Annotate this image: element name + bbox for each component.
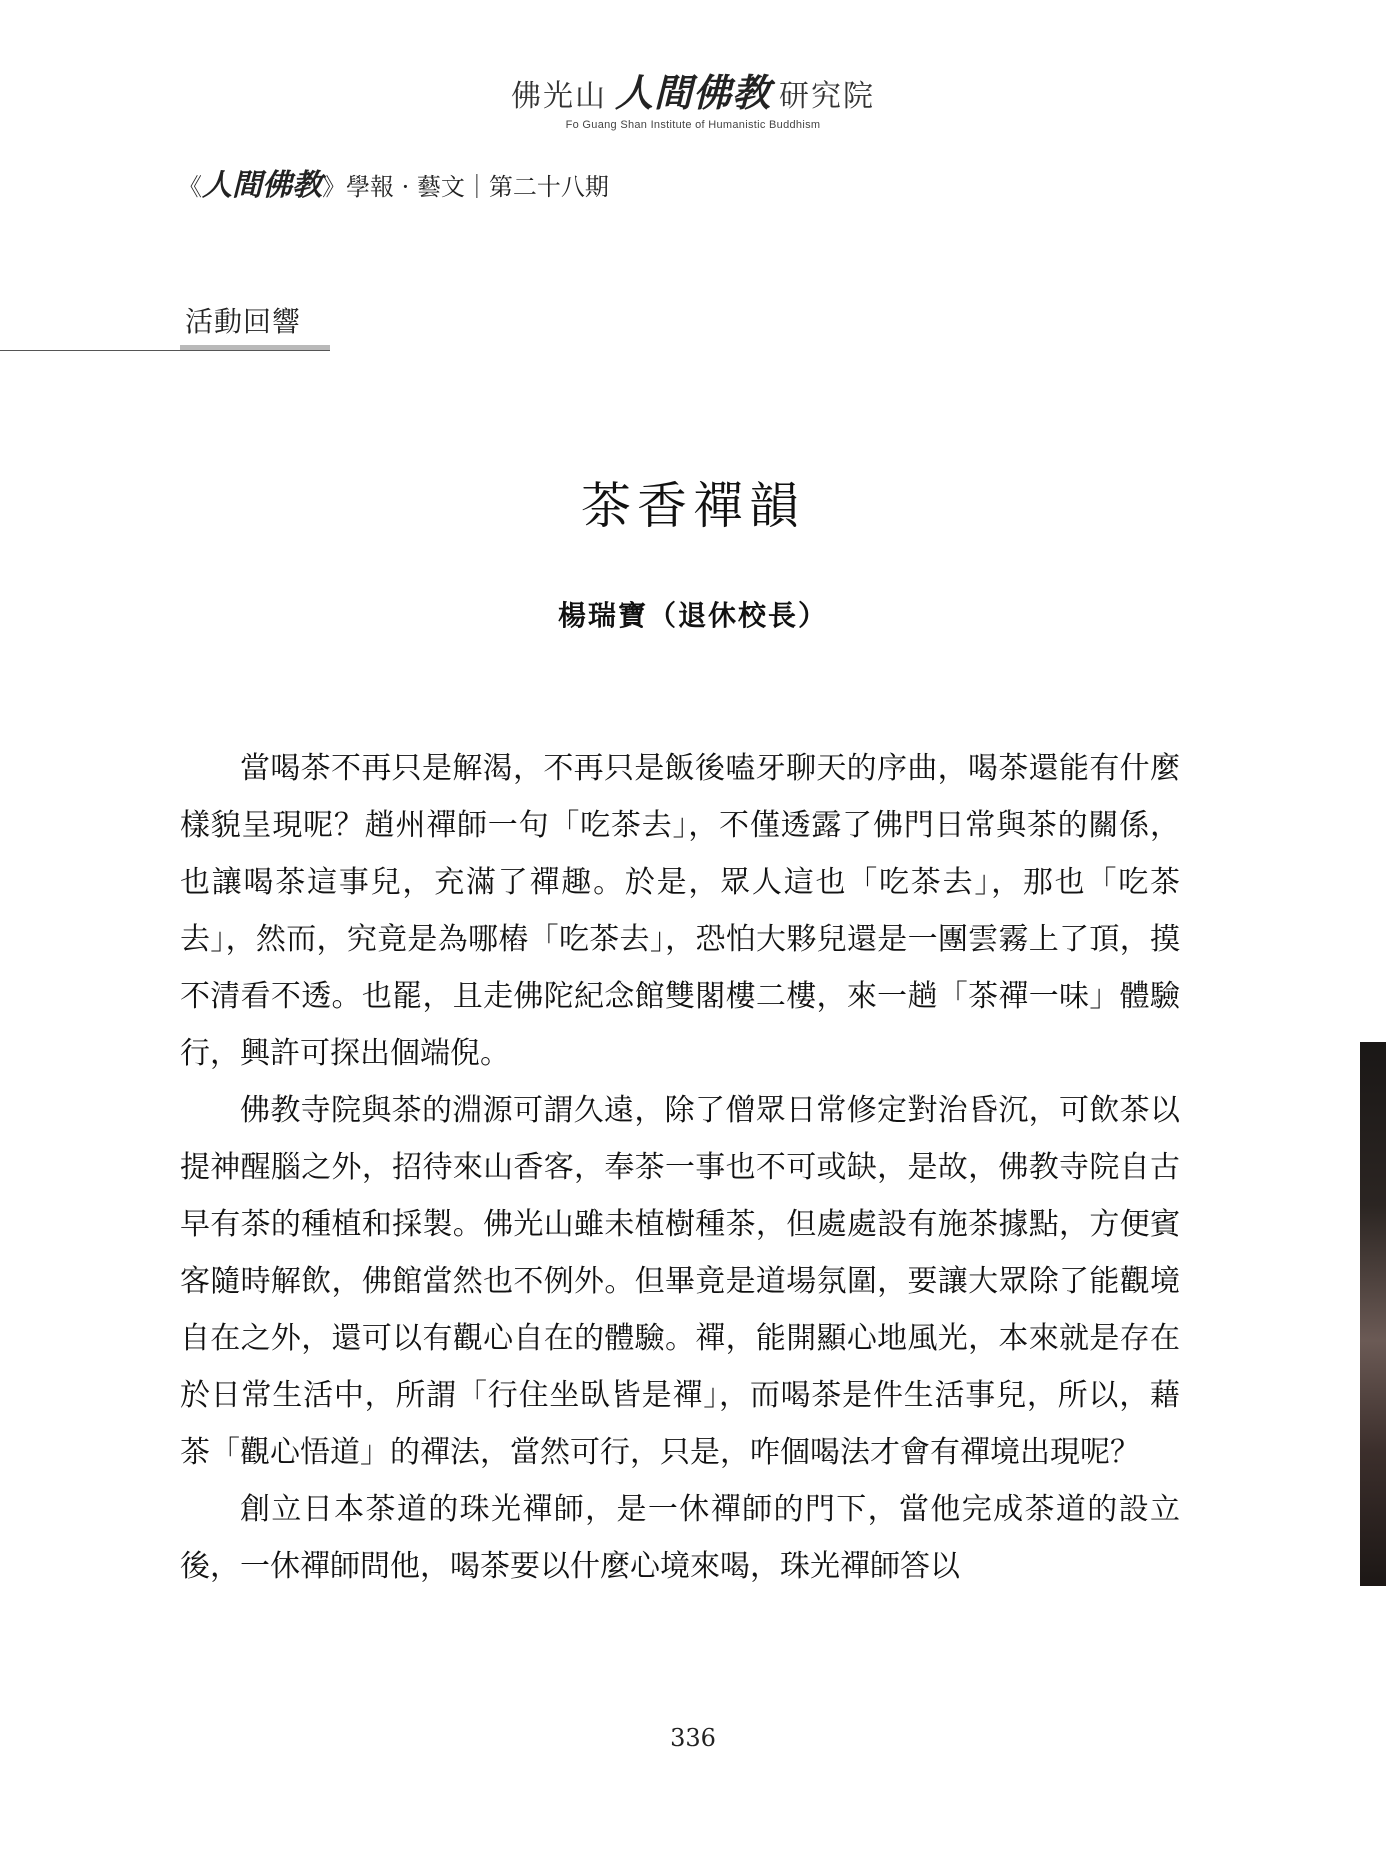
photo-edge-image [1360,1042,1386,1586]
institute-header [0,62,1386,131]
journal-open-bracket: 《 [178,173,202,201]
article-author: 楊瑞寶（退休校長） [557,599,828,632]
journal-issue-info: 》學報 · 藝文｜第二十八期 [322,173,609,201]
institute-suffix: 研究院 [779,79,875,114]
paragraph: 當喝茶不再只是解渴，不再只是飯後嗑牙聊天的序曲，喝茶還能有什麼樣貌呈現呢？趙州禪師一句「吃茶去」，不僅透露了佛門日常與茶的關係，也讓喝茶這事兒，充滿了禪趣。於是，眾人這也「吃茶去」，那也「吃茶去」，然而，究竟是為哪樁「吃茶去」，恐怕大夥兒還是一團雲霧上了頂，摸不清看不透。也罷，且走佛陀紀念館雙閣樓二樓，來一趟「茶禪一味」體驗行，興許可探出個端倪。 [180,751,1180,1071]
journal-brand-logo: 人間佛教 [202,168,322,203]
journal-running-head [178,160,609,204]
institute-prefix: 佛光山 [510,79,607,114]
institute-english-name: Fo Guang Shan Institute of Humanistic Buddhism [565,119,821,131]
article-body [180,740,1180,1595]
section-divider [0,350,330,351]
institute-name [511,62,875,117]
paragraph: 佛教寺院與茶的淵源可謂久遠，除了僧眾日常修定對治昏沉，可飲茶以提神醒腦之外，招待來山香客，奉茶一事也不可或缺，是故，佛教寺院自古早有茶的種植和採製。佛光山雖未植樹種茶，但處處設有施茶據點，方便賓客隨時解飲，佛館當然也不例外。但畢竟是道場氛圍，要讓大眾除了能觀境自在之外，還可以有觀心自在的體驗。禪，能開顯心地風光，本來就是存在於日常生活中，所謂「行住坐臥皆是禪」，而喝茶是件生活事兒，所以，藉茶「觀心悟道」的禪法，當然可行，只是，咋個喝法才會有禪境出現呢？ [180,1093,1180,1470]
page-number: 336 [670,1724,716,1752]
institute-brand-logo: 人間佛教 [614,70,771,115]
paragraph: 創立日本茶道的珠光禪師，是一休禪師的門下，當他完成茶道的設立後，一休禪師問他，喝茶要以什麼心境來喝，珠光禪師答以 [180,1492,1180,1584]
section-label: 活動回響 [185,305,302,338]
article-title: 茶香禪韻 [581,477,805,535]
